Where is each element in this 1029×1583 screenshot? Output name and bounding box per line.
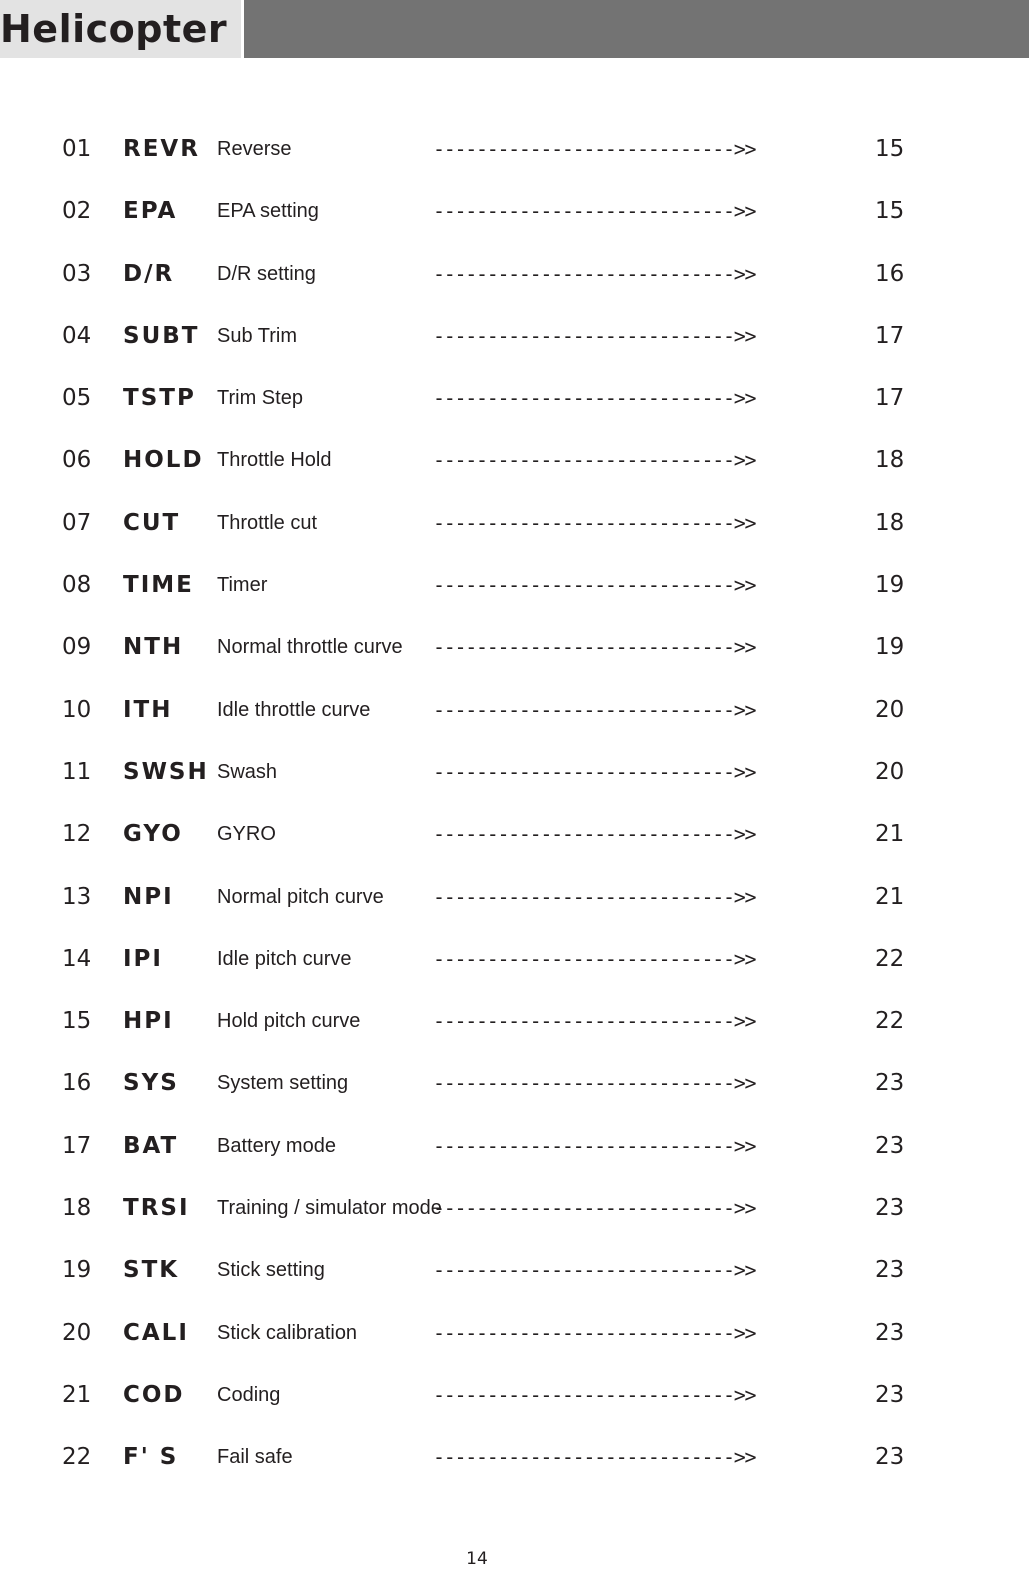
toc-leader: ---------------------------->> xyxy=(433,573,756,598)
toc-row[interactable] xyxy=(0,120,1029,182)
toc-number: 02 xyxy=(62,198,92,225)
toc-page-number: 17 xyxy=(875,385,905,412)
toc-number: 17 xyxy=(62,1132,92,1159)
toc-row[interactable] xyxy=(0,182,1029,244)
toc-description: Fail safe xyxy=(217,1446,293,1469)
toc-code: SUBT xyxy=(123,322,200,349)
toc-leader: ---------------------------->> xyxy=(433,1320,756,1345)
toc-page-number: 22 xyxy=(875,1008,905,1035)
toc-row[interactable] xyxy=(0,307,1029,369)
toc-code: D/R xyxy=(123,260,175,287)
toc-row[interactable] xyxy=(0,556,1029,618)
toc-leader: ---------------------------->> xyxy=(433,697,756,722)
toc-description: Normal throttle curve xyxy=(217,636,403,659)
toc-number: 09 xyxy=(62,634,92,661)
toc-description: Stick setting xyxy=(217,1259,325,1282)
toc-page-number: 21 xyxy=(875,883,905,910)
toc-page-number: 23 xyxy=(875,1070,905,1097)
toc-code: IPI xyxy=(123,945,163,972)
toc-code: HOLD xyxy=(123,447,204,474)
toc-page-number: 19 xyxy=(875,634,905,661)
toc-row[interactable] xyxy=(0,1241,1029,1303)
toc-row[interactable] xyxy=(0,681,1029,743)
toc-number: 13 xyxy=(62,883,92,910)
toc-code: SYS xyxy=(123,1070,179,1097)
toc-description: Hold pitch curve xyxy=(217,1010,361,1033)
toc-page-number: 16 xyxy=(875,260,905,287)
toc-description: Idle throttle curve xyxy=(217,698,371,721)
toc-leader: ---------------------------->> xyxy=(433,1258,756,1283)
toc-number: 20 xyxy=(62,1319,92,1346)
toc-description: Battery mode xyxy=(217,1134,336,1157)
toc-page-number: 23 xyxy=(875,1257,905,1284)
toc-code: COD xyxy=(123,1381,185,1408)
toc-leader: ---------------------------->> xyxy=(433,261,756,286)
toc-code: SWSH xyxy=(123,758,209,785)
toc-description: Timer xyxy=(217,574,268,597)
toc-row[interactable] xyxy=(0,431,1029,493)
toc-page-number: 21 xyxy=(875,821,905,848)
toc-code: STK xyxy=(123,1257,180,1284)
toc-number: 06 xyxy=(62,447,92,474)
toc-code: BAT xyxy=(123,1132,179,1159)
toc-description: Stick calibration xyxy=(217,1321,358,1344)
toc-number: 04 xyxy=(62,322,92,349)
page-title: Helicopter xyxy=(0,7,228,51)
toc-leader: ---------------------------->> xyxy=(433,510,756,535)
toc-description: Sub Trim xyxy=(217,324,298,347)
toc-number: 14 xyxy=(62,945,92,972)
toc-row[interactable] xyxy=(0,1179,1029,1241)
toc-number: 19 xyxy=(62,1257,92,1284)
toc-leader: ---------------------------->> xyxy=(433,448,756,473)
toc-leader: ---------------------------->> xyxy=(433,1133,756,1158)
toc-leader: ---------------------------->> xyxy=(433,386,756,411)
page-header xyxy=(0,0,1029,58)
page-number: 14 xyxy=(466,1549,488,1569)
toc-page-number: 18 xyxy=(875,447,905,474)
toc-leader: ---------------------------->> xyxy=(433,759,756,784)
toc-page-number: 15 xyxy=(875,136,905,162)
toc-number: 16 xyxy=(62,1070,92,1097)
toc-description: Normal pitch curve xyxy=(217,885,384,908)
toc-number: 10 xyxy=(62,696,92,723)
toc-code: TIME xyxy=(123,572,194,599)
toc-page-number: 23 xyxy=(875,1195,905,1222)
toc-page-number: 19 xyxy=(875,572,905,599)
toc-number: 12 xyxy=(62,821,92,848)
toc-leader: ---------------------------->> xyxy=(433,199,756,224)
toc-leader: ---------------------------->> xyxy=(433,1196,756,1221)
toc-number: 11 xyxy=(62,758,92,785)
toc-number: 15 xyxy=(62,1008,92,1035)
toc-row[interactable] xyxy=(0,1428,1029,1490)
toc-description: Training / simulator mode xyxy=(217,1197,442,1220)
toc-description: EPA setting xyxy=(217,200,319,223)
toc-leader: ---------------------------->> xyxy=(433,1071,756,1096)
toc-page-number: 18 xyxy=(875,509,905,536)
toc-page-number: 20 xyxy=(875,696,905,723)
toc-row[interactable] xyxy=(0,743,1029,805)
toc-code: EPA xyxy=(123,198,178,225)
toc-page-number: 23 xyxy=(875,1444,905,1471)
toc-description: Throttle cut xyxy=(217,511,318,534)
toc-row[interactable] xyxy=(0,1117,1029,1179)
toc-page-number: 17 xyxy=(875,322,905,349)
header-title-box xyxy=(0,0,241,58)
toc-description: Reverse xyxy=(217,138,292,160)
toc-code: F' S xyxy=(123,1444,179,1471)
toc-page-number: 23 xyxy=(875,1381,905,1408)
toc-code: HPI xyxy=(123,1008,174,1035)
toc-row[interactable] xyxy=(0,930,1029,992)
toc-number: 01 xyxy=(62,136,92,162)
toc-row[interactable] xyxy=(0,618,1029,680)
toc-code: REVR xyxy=(123,136,200,162)
toc-page-number: 20 xyxy=(875,758,905,785)
toc-code: ITH xyxy=(123,696,173,723)
toc-row[interactable] xyxy=(0,1304,1029,1366)
toc-leader: ---------------------------->> xyxy=(433,1009,756,1034)
toc-leader: ---------------------------->> xyxy=(433,1382,756,1407)
toc-description: D/R setting xyxy=(217,262,316,285)
toc-page-number: 15 xyxy=(875,198,905,225)
toc-row[interactable] xyxy=(0,245,1029,307)
toc-row[interactable] xyxy=(0,992,1029,1054)
toc-page-number: 23 xyxy=(875,1132,905,1159)
table-of-contents xyxy=(0,120,1029,1491)
toc-code: CALI xyxy=(123,1319,189,1346)
toc-row[interactable] xyxy=(0,1054,1029,1116)
toc-page-number: 23 xyxy=(875,1319,905,1346)
toc-number: 05 xyxy=(62,385,92,412)
toc-code: TSTP xyxy=(123,385,196,412)
toc-leader: ---------------------------->> xyxy=(433,946,756,971)
toc-number: 22 xyxy=(62,1444,92,1471)
toc-row[interactable] xyxy=(0,805,1029,867)
toc-leader: ---------------------------->> xyxy=(433,884,756,909)
toc-page-number: 22 xyxy=(875,945,905,972)
toc-row[interactable] xyxy=(0,494,1029,556)
toc-description: Throttle Hold xyxy=(217,449,332,472)
toc-leader: ---------------------------->> xyxy=(433,635,756,660)
toc-description: Idle pitch curve xyxy=(217,947,352,970)
toc-leader: ---------------------------->> xyxy=(433,1445,756,1470)
toc-code: GYO xyxy=(123,821,183,848)
toc-code: TRSI xyxy=(123,1195,190,1222)
toc-number: 21 xyxy=(62,1381,92,1408)
header-bar xyxy=(244,0,1029,58)
toc-description: Coding xyxy=(217,1383,281,1406)
toc-leader: ---------------------------->> xyxy=(433,137,756,161)
toc-number: 18 xyxy=(62,1195,92,1222)
toc-number: 03 xyxy=(62,260,92,287)
toc-row[interactable] xyxy=(0,1366,1029,1428)
toc-row[interactable] xyxy=(0,868,1029,930)
toc-number: 07 xyxy=(62,509,92,536)
toc-row[interactable] xyxy=(0,369,1029,431)
toc-leader: ---------------------------->> xyxy=(433,822,756,847)
toc-number: 08 xyxy=(62,572,92,599)
toc-description: System setting xyxy=(217,1072,349,1095)
toc-description: Trim Step xyxy=(217,387,303,410)
toc-description: GYRO xyxy=(217,823,276,846)
toc-code: NTH xyxy=(123,634,184,661)
toc-leader: ---------------------------->> xyxy=(433,323,756,348)
toc-code: CUT xyxy=(123,509,181,536)
toc-code: NPI xyxy=(123,883,174,910)
toc-description: Swash xyxy=(217,760,278,783)
